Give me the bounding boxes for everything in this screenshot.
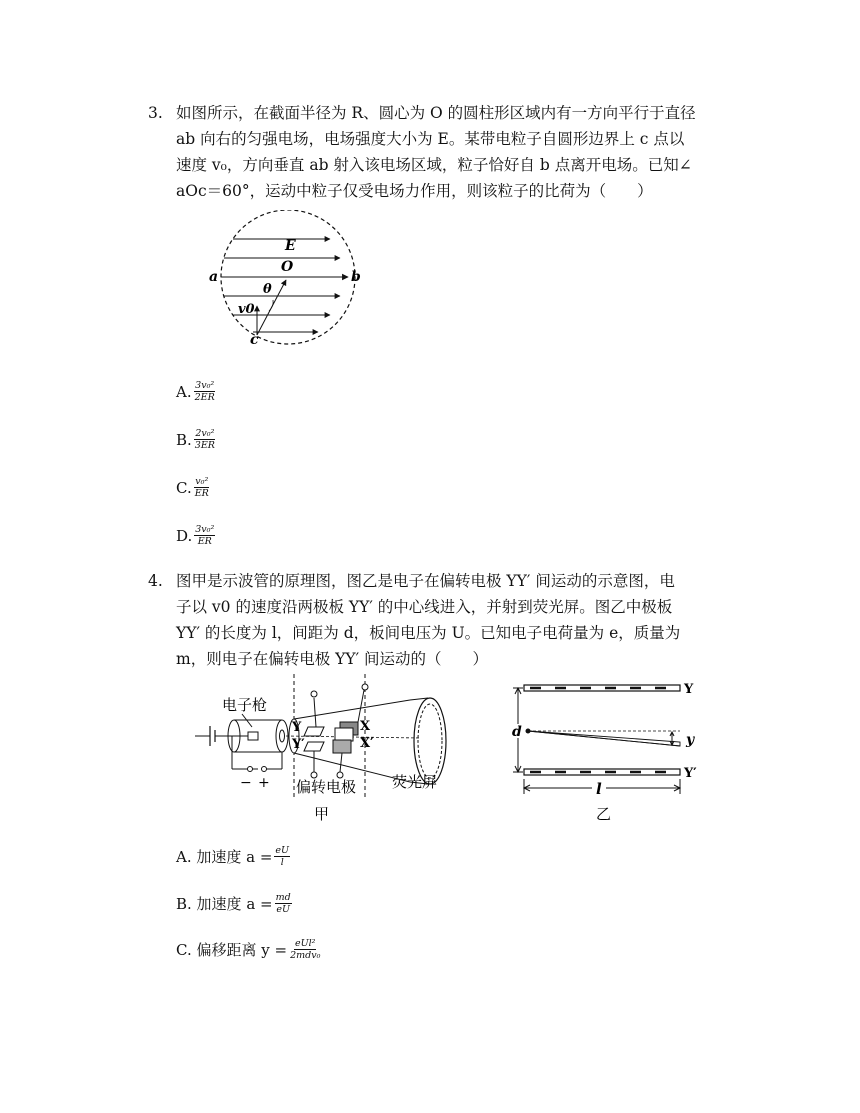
numerator: md xyxy=(275,892,291,903)
caption-yi: 乙 xyxy=(596,805,612,823)
label-plate-Y-prime: Y′ xyxy=(684,766,697,781)
label-theta: θ xyxy=(263,282,272,297)
electric-field-circle-figure xyxy=(200,210,370,360)
option-c[interactable] xyxy=(176,938,321,961)
denominator: 2mdv₀ xyxy=(290,950,321,961)
option-label: A. xyxy=(176,382,192,401)
question-stem xyxy=(176,568,728,672)
fraction xyxy=(194,476,210,499)
fraction xyxy=(275,892,292,915)
question-3 xyxy=(148,100,728,204)
label-electron-gun: 电子枪 xyxy=(222,696,268,714)
denominator: ER xyxy=(194,488,209,499)
label-v0: v0 xyxy=(238,302,255,317)
question-number: 4. xyxy=(148,572,163,590)
stem-line: m，则电子在偏转电极 YY′ 间运动的（ ） xyxy=(176,650,489,668)
label-y: y xyxy=(686,732,695,748)
question-number: 3. xyxy=(148,104,163,122)
option-b[interactable] xyxy=(176,892,292,915)
stem-line: 如图所示，在截面半径为 R、圆心为 O 的圆柱形区域内有一方向平行于直径 xyxy=(176,104,696,122)
label-screen: 荧光屏 xyxy=(392,773,438,791)
label-plate-Y: Y xyxy=(684,682,694,697)
denominator: l xyxy=(280,857,284,868)
question-4 xyxy=(148,568,728,672)
label-Y: Y xyxy=(292,720,302,735)
option-label: C. 偏移距离 y = xyxy=(176,941,288,959)
stem-line: aOc＝60°，运动中粒子仅受电场力作用，则该粒子的比荷为（ ） xyxy=(176,182,653,200)
option-label: C. xyxy=(176,478,192,497)
numerator: eUl² xyxy=(294,938,316,949)
option-c[interactable] xyxy=(176,476,210,499)
deflection-plates-figure xyxy=(500,676,715,826)
stem-line: 图甲是示波管的原理图，图乙是电子在偏转电极 YY′ 间运动的示意图，电 xyxy=(176,572,675,590)
stem-line: ab 向右的匀强电场，电场强度大小为 E。某带电粒子自圆形边界上 c 点以 xyxy=(176,130,685,148)
label-plus: + xyxy=(258,775,270,791)
question-stem xyxy=(176,100,728,204)
stem-line: 子以 v0 的速度沿两极板 YY′ 的中心线进入，并射到荧光屏。图乙中极板 xyxy=(176,598,673,616)
fraction xyxy=(194,380,216,403)
numerator: 2v₀² xyxy=(195,428,215,439)
numerator: v₀² xyxy=(195,476,209,487)
option-label: D. xyxy=(176,526,193,545)
denominator: 3ER xyxy=(194,440,215,451)
option-label: B. xyxy=(176,430,192,449)
option-b[interactable] xyxy=(176,428,216,451)
denominator: ER xyxy=(197,536,212,547)
label-Y-prime: Y′ xyxy=(292,737,305,752)
denominator: 2ER xyxy=(194,392,215,403)
option-label: A. 加速度 a = xyxy=(176,848,273,866)
numerator: 3v₀² xyxy=(195,380,215,391)
option-label: B. 加速度 a = xyxy=(176,895,273,913)
denominator: eU xyxy=(276,904,290,915)
label-b: b xyxy=(351,269,361,285)
stem-line: YY′ 的长度为 l，间距为 d，板间电压为 U。已知电子电荷量为 e，质量为 xyxy=(176,624,681,642)
stem-line: 速度 v₀，方向垂直 ab 射入该电场区域，粒子恰好自 b 点离开电场。已知∠ xyxy=(176,156,692,174)
label-O: O xyxy=(281,259,294,275)
option-d[interactable] xyxy=(176,524,215,547)
caption-jia: 甲 xyxy=(314,805,330,823)
label-X: X xyxy=(360,719,371,734)
label-E: E xyxy=(285,238,296,254)
label-c: c xyxy=(250,332,259,348)
oscilloscope-tube-figure xyxy=(190,672,465,830)
option-a[interactable] xyxy=(176,380,216,403)
label-minus: − xyxy=(240,775,252,791)
label-l: l xyxy=(596,780,602,798)
numerator: 3v₀² xyxy=(195,524,215,535)
numerator: eU xyxy=(275,845,290,856)
label-deflection-electrodes: 偏转电极 xyxy=(296,778,357,796)
fraction xyxy=(194,524,215,547)
label-X-prime: X′ xyxy=(360,736,374,751)
fraction xyxy=(274,845,290,868)
label-d: d xyxy=(512,724,522,740)
fraction xyxy=(289,938,321,961)
fraction xyxy=(194,428,216,451)
option-a[interactable] xyxy=(176,845,290,868)
label-a: a xyxy=(209,269,219,285)
